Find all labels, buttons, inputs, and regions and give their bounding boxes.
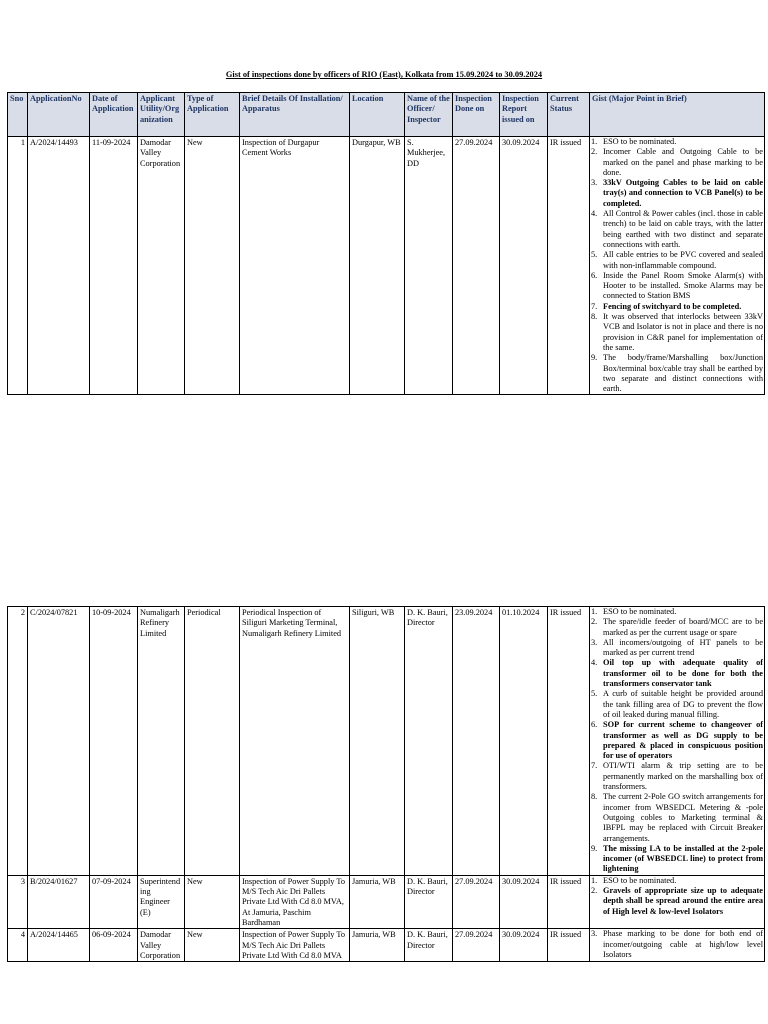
gist-point-number: 3. (591, 637, 598, 647)
gist-point-number: 7. (591, 761, 598, 771)
header-location: Location (350, 93, 405, 137)
header-officer: Name of the Officer/ Inspector (405, 93, 453, 137)
table-header-row (8, 93, 765, 137)
cell-report-on: 30.09.2024 (500, 137, 548, 395)
gist-point (590, 844, 764, 875)
cell-application-no: A/2024/14493 (28, 137, 90, 395)
gist-point-number: 2. (591, 147, 598, 157)
cell-sno: 2 (8, 607, 28, 876)
cell-report-on: 30.09.2024 (500, 929, 548, 962)
cell-done-on: 27.09.2024 (453, 137, 500, 395)
gist-point (590, 929, 764, 960)
cell-officer: D. K. Bauri, Director (405, 929, 453, 962)
gist-point (590, 137, 764, 147)
gist-point (590, 876, 764, 886)
cell-gist (590, 929, 765, 962)
gist-point (590, 147, 764, 178)
cell-date: 06-09-2024 (90, 929, 138, 962)
inspection-table-page-2 (7, 606, 765, 962)
gist-point-number: 3. (591, 929, 598, 939)
cell-sno: 3 (8, 875, 28, 928)
gist-list (590, 876, 764, 917)
header-current-status: Current Status (548, 93, 590, 137)
cell-status: IR issued (548, 137, 590, 395)
gist-point (590, 607, 764, 617)
cell-sno: 1 (8, 137, 28, 395)
gist-point-text: The body/frame/Marshalling box/Junction Box/terminal box/cable tray shall be earthed by two separate and distinct connections with earth. (603, 353, 763, 394)
gist-point (590, 720, 764, 761)
cell-date: 10-09-2024 (90, 607, 138, 876)
cell-status: IR issued (548, 875, 590, 928)
table-row (8, 875, 765, 928)
cell-application-no: A/2024/14465 (28, 929, 90, 962)
gist-point-number: 9. (591, 353, 598, 363)
cell-type: New (185, 875, 240, 928)
gist-list (590, 929, 764, 960)
gist-point-text: A curb of suitable height be provided around the tank filling area of DG to prevent the flow of oil leaked during manual filling. (603, 689, 763, 719)
gist-point-number: 5. (591, 689, 598, 699)
cell-location: Jamuria, WB (350, 929, 405, 962)
gist-point-text: The spare/idle feeder of board/MCC are to be marked as per the current usage or spare (603, 617, 763, 637)
gist-point (590, 792, 764, 843)
gist-point-text: All incomers/outgoing of HT panels to be marked as per current trend (603, 637, 763, 658)
cell-location: Durgapur, WB (350, 137, 405, 395)
gist-point-number: 1. (591, 607, 598, 616)
cell-type: Periodical (185, 607, 240, 876)
gist-point-number: 4. (591, 209, 598, 219)
gist-list (590, 607, 764, 875)
gist-point (590, 178, 764, 209)
cell-sno: 4 (8, 929, 28, 962)
gist-point-text: Gravels of appropriate size up to adequate depth shall be spread around the entire area of High level & low-level Isolators (603, 886, 763, 916)
gist-point (590, 353, 764, 394)
gist-point-number: 5. (591, 250, 598, 260)
gist-point (590, 312, 764, 353)
gist-point (590, 761, 764, 792)
cell-officer: D. K. Bauri, Director (405, 875, 453, 928)
gist-list (590, 137, 764, 394)
gist-point (590, 209, 764, 250)
cell-type: New (185, 137, 240, 395)
cell-utility: Damodar Valley Corporation (138, 137, 185, 395)
header-type-of-application: Type of Application (185, 93, 240, 137)
gist-point-text: Oil top up with adequate quality of transformer oil to be done for both the transformers conservator tank (603, 658, 763, 689)
gist-point-number: 2. (591, 617, 598, 627)
gist-point-text: The missing LA to be installed at the 2-pole incomer (of WBSEDCL line) to protect from lightening (603, 843, 763, 874)
cell-brief: Inspection of Power Supply To M/S Tech Aic Dri Pallets Private Ltd With Cd 8.0 MVA (240, 929, 350, 962)
cell-officer: S. Mukherjee, DD (405, 137, 453, 395)
gist-point-number: 6. (591, 720, 598, 730)
gist-point (590, 638, 764, 659)
gist-point (590, 689, 764, 720)
gist-point-text: Fencing of switchyard to be completed. (603, 301, 742, 311)
cell-brief: Periodical Inspection of Siliguri Marketing Terminal, Numaligarh Refinery Limited (240, 607, 350, 876)
header-inspection-done-on: Inspection Done on (453, 93, 500, 137)
cell-gist (590, 137, 765, 395)
table-row (8, 137, 765, 395)
cell-report-on: 30.09.2024 (500, 875, 548, 928)
gist-point-number: 1. (591, 875, 598, 885)
cell-utility: Numaligarh Refinery Limited (138, 607, 185, 876)
cell-application-no: B/2024/01627 (28, 875, 90, 928)
gist-point-number: 1. (591, 137, 598, 146)
gist-point-number: 8. (591, 312, 598, 322)
cell-done-on: 27.09.2024 (453, 875, 500, 928)
gist-point-text: All Control & Power cables (incl. those in cable trench) to be laid on cable trays, with the latter being earthed with two distinct and separate connections with earth. (603, 209, 763, 249)
header-date-of-application: Date of Application (90, 93, 138, 137)
cell-date: 07-09-2024 (90, 875, 138, 928)
header-application-no: ApplicationNo (28, 93, 90, 137)
header-sno: Sno (8, 93, 28, 137)
gist-point (590, 250, 764, 271)
gist-point-number: 2. (591, 886, 598, 896)
cell-brief: Inspection of Power Supply To M/S Tech Aic Dri Pallets Private Ltd With Cd 8.0 MVA, At Jamuria, Paschim Bardhaman (240, 875, 350, 928)
cell-utility: Superintending Engineer (E) (138, 875, 185, 928)
gist-point-text: Inside the Panel Room Smoke Alarm(s) with Hooter to be installed. Smoke Alarms may be connected to Station BMS (603, 270, 763, 301)
gist-point-number: 7. (591, 301, 598, 311)
cell-done-on: 27.09.2024 (453, 929, 500, 962)
gist-point-number: 9. (591, 843, 598, 853)
gist-point-text: 33kV Outgoing Cables to be laid on cable tray(s) and connection to VCB Panel(s) to be completed. (603, 178, 763, 208)
gist-point-number: 3. (591, 178, 598, 188)
gist-point (590, 617, 764, 638)
gist-point-text: OTI/WTI alarm & trip setting are to be permanently marked on the marshalling box of transformers. (603, 761, 763, 792)
table-row (8, 929, 765, 962)
cell-status: IR issued (548, 607, 590, 876)
gist-point-text: It was observed that interlocks between 33kV VCB and Isolator is not in place and there is no provision in C&R panel for implementation of the same. (603, 312, 763, 352)
cell-status: IR issued (548, 929, 590, 962)
cell-report-on: 01.10.2024 (500, 607, 548, 876)
cell-done-on: 23.09.2024 (453, 607, 500, 876)
header-report-issued-on: Inspection Report issued on (500, 93, 548, 137)
gist-point (590, 658, 764, 689)
cell-gist (590, 875, 765, 928)
cell-officer: D. K. Bauri, Director (405, 607, 453, 876)
gist-point-text: Phase marking to be done for both end of incomer/outgoing cable at high/low level Isolators (603, 929, 763, 959)
cell-application-no: C/2024/07821 (28, 607, 90, 876)
header-brief-details: Brief Details Of Installation/ Apparatus (240, 93, 350, 137)
header-gist: Gist (Major Point in Brief) (590, 93, 765, 137)
cell-location: Siliguri, WB (350, 607, 405, 876)
cell-type: New (185, 929, 240, 962)
gist-point-text: SOP for current scheme to changeover of transformer as well as DG supply to be prepared & placed in conspicuous position for use of operators (603, 720, 763, 761)
gist-point-text: The current 2-Pole GO switch arrangements for incomer from WBSEDCL Metering & -pole Outgoing cobles to Marketing terminal & IBFPL may be replaced with Circuit Breaker arrangements. (603, 792, 763, 843)
cell-location: Jamuria, WB (350, 875, 405, 928)
gist-point-number: 8. (591, 792, 598, 802)
cell-gist (590, 607, 765, 876)
gist-point-text: Incomer Cable and Outgoing Cable to be marked on the panel and phase marking to be done. (603, 147, 763, 177)
cell-date: 11-09-2024 (90, 137, 138, 395)
cell-utility: Damodar Valley Corporation (138, 929, 185, 962)
document-title: Gist of inspections done by officers of RIO (East), Kolkata from 15.09.2024 to 30.09.2024 (225, 70, 543, 79)
gist-point-text: All cable entries to be PVC covered and sealed with non-inflammable compound. (603, 250, 763, 270)
gist-point (590, 271, 764, 302)
gist-point-number: 6. (591, 270, 598, 280)
table-row (8, 607, 765, 876)
gist-point-text: ESO to be nominated. (603, 137, 677, 146)
gist-point (590, 886, 764, 917)
header-applicant-utility: Applicant Utility/Organization (138, 93, 185, 137)
gist-point-number: 4. (591, 658, 598, 668)
cell-brief: Inspection of Durgapur Cement Works (240, 137, 350, 395)
gist-point-text: ESO to be nominated. (603, 875, 677, 885)
gist-point-text: ESO to be nominated. (603, 607, 677, 616)
inspection-table-page-1 (7, 92, 765, 395)
gist-point (590, 302, 764, 312)
